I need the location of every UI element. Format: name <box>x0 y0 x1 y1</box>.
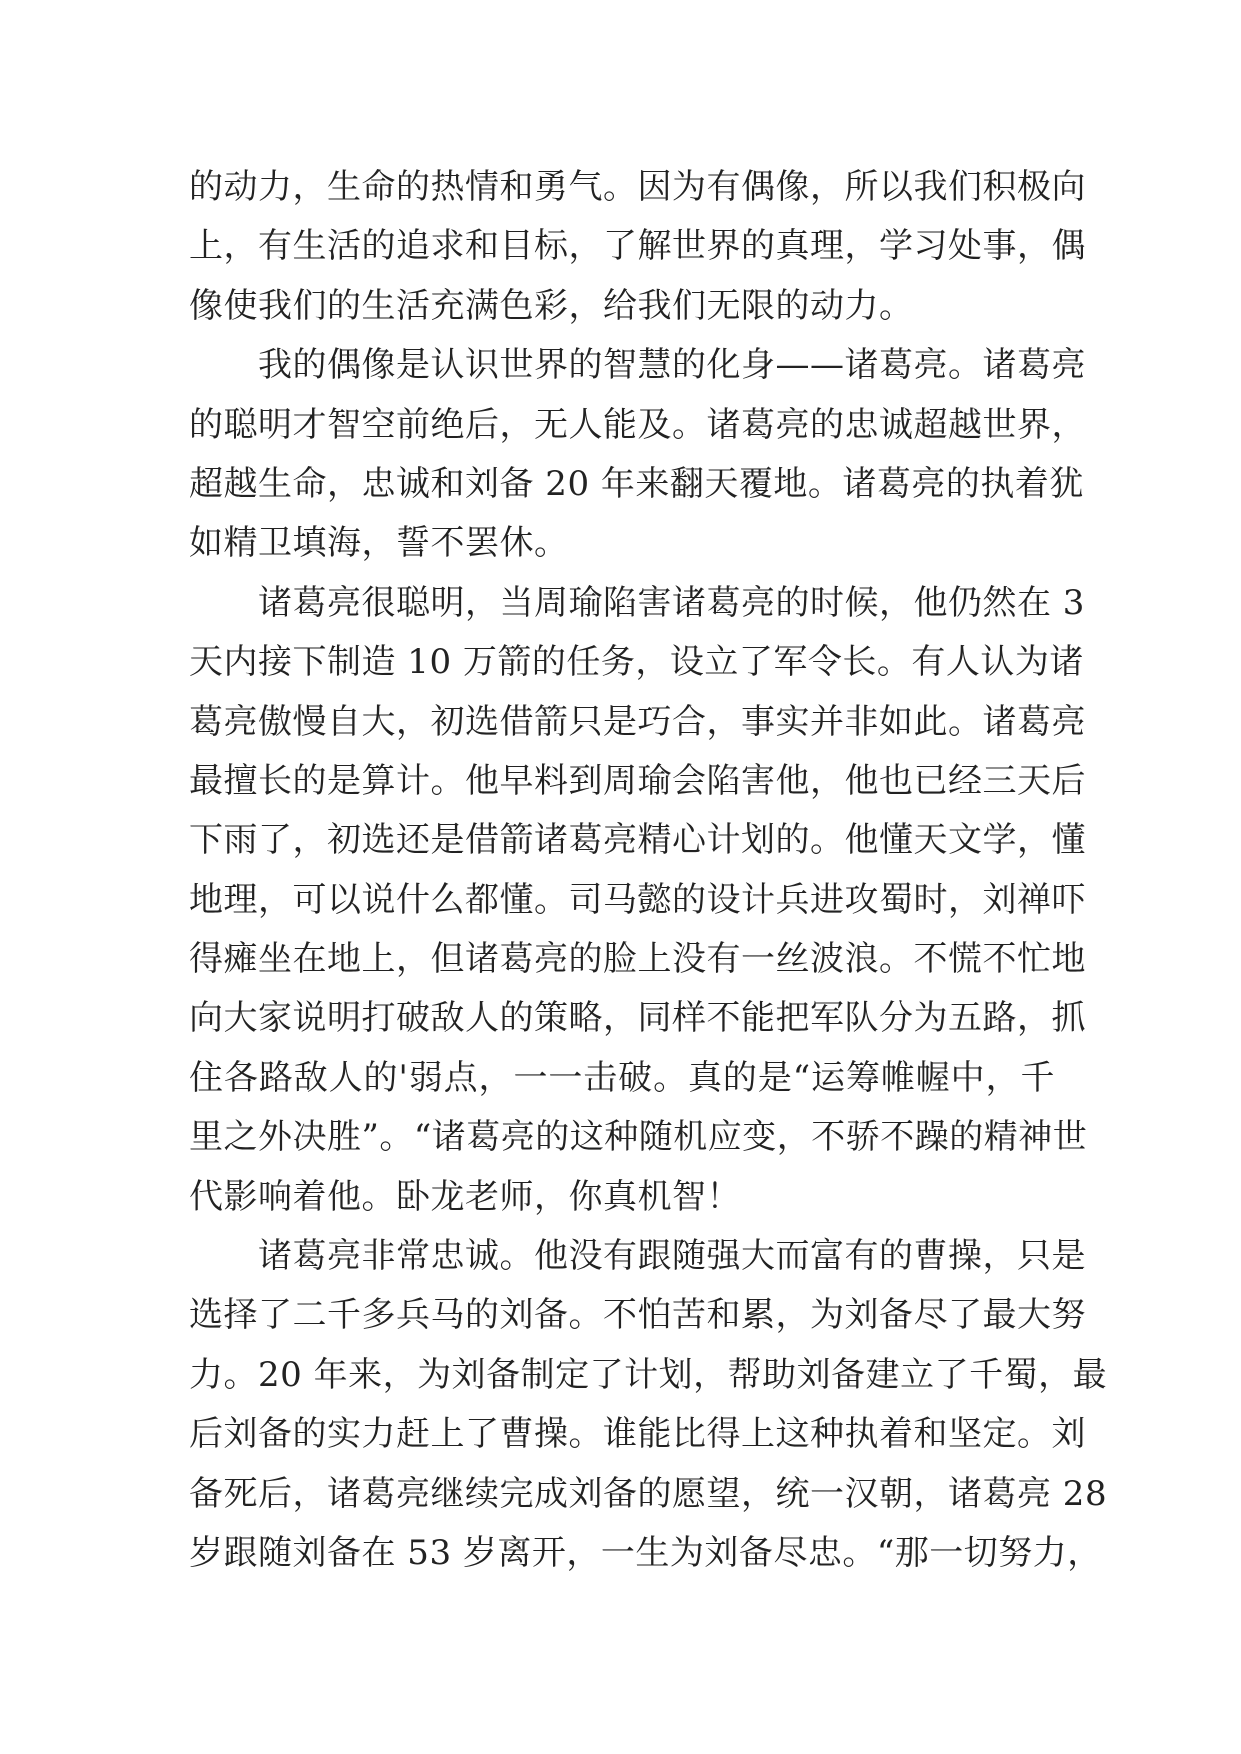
text-line: 诸葛亮很聪明，当周瑜陷害诸葛亮的时候，他仍然在 3 <box>189 582 1085 623</box>
text-line: 代影响着他。卧龙老师，你真机智！ <box>189 1176 741 1217</box>
text-line: 超越生命，忠诚和刘备 20 年来翻天覆地。诸葛亮的执着犹 <box>189 463 1084 504</box>
text-line: 备死后，诸葛亮继续完成刘备的愿望，统一汉朝，诸葛亮 28 <box>189 1473 1108 1514</box>
text-line: 诸葛亮非常忠诚。他没有跟随强大而富有的曹操，只是 <box>189 1236 1086 1277</box>
text-line: 得瘫坐在地上，但诸葛亮的脸上没有一丝波浪。不慌不忙地 <box>189 939 1086 980</box>
text-line: 向大家说明打破敌人的策略，同样不能把军队分为五路，抓 <box>189 998 1086 1039</box>
text-line: 葛亮傲慢自大，初选借箭只是巧合，事实并非如此。诸葛亮 <box>189 701 1086 742</box>
text-line: 我的偶像是认识世界的智慧的化身——诸葛亮。诸葛亮 <box>189 345 1086 386</box>
text-line: 岁跟随刘备在 53 岁离开，一生为刘备尽忠。“那一切努力， <box>189 1532 1102 1573</box>
text-line: 住各路敌人的'弱点，一一击破。真的是“运筹帷幄中，千 <box>189 1057 1055 1098</box>
text-line: 里之外决胜”。“诸葛亮的这种随机应变，不骄不躁的精神世 <box>189 1117 1088 1158</box>
text-line: 上，有生活的追求和目标，了解世界的真理，学习处事，偶 <box>189 226 1086 267</box>
text-line: 最擅长的是算计。他早料到周瑜会陷害他，他也已经三天后 <box>189 760 1086 801</box>
text-line: 地理，可以说什么都懂。司马懿的设计兵进攻蜀时，刘禅吓 <box>189 879 1086 920</box>
text-line: 天内接下制造 10 万箭的任务，设立了军令长。有人认为诸 <box>189 642 1084 683</box>
text-line: 选择了二千多兵马的刘备。不怕苦和累，为刘备尽了最大努 <box>189 1295 1086 1336</box>
text-line: 的聪明才智空前绝后，无人能及。诸葛亮的忠诚超越世界， <box>189 404 1086 445</box>
text-line: 后刘备的实力赶上了曹操。谁能比得上这种执着和坚定。刘 <box>189 1414 1086 1455</box>
text-line: 如精卫填海，誓不罢休。 <box>189 523 569 564</box>
text-line: 像使我们的生活充满色彩，给我们无限的动力。 <box>189 285 914 326</box>
text-line: 的动力，生命的热情和勇气。因为有偶像，所以我们积极向 <box>189 167 1086 207</box>
body-text <box>189 158 1108 1583</box>
text-line: 力。20 年来，为刘备制定了计划，帮助刘备建立了千蜀，最 <box>189 1354 1108 1395</box>
text-line: 下雨了，初选还是借箭诸葛亮精心计划的。他懂天文学，懂 <box>189 820 1086 861</box>
